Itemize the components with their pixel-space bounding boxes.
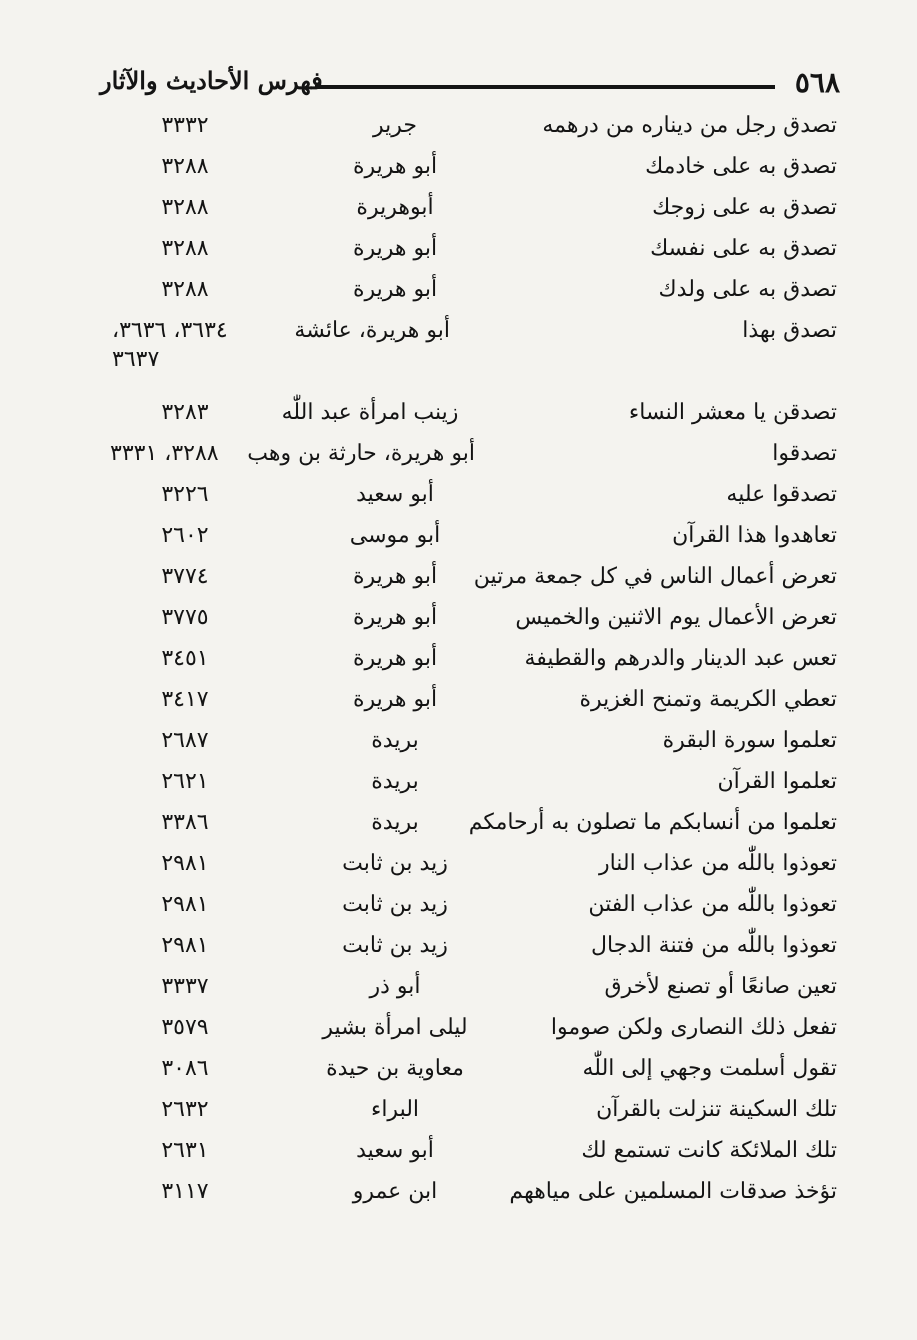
- index-entry: [0, 722, 917, 763]
- page-header: [100, 62, 840, 106]
- hadith-text: تعلموا القرآن: [717, 769, 837, 794]
- index-entry: [0, 599, 917, 640]
- narrator: أبو موسى: [349, 523, 441, 548]
- narrator: زيد بن ثابت: [342, 892, 448, 917]
- index-entry: [0, 230, 917, 271]
- hadith-text: تعرض أعمال الناس في كل جمعة مرتين: [473, 564, 837, 589]
- narrator: أبو هريرة: [352, 277, 438, 302]
- hadith-number: ٢٦٢١: [161, 769, 209, 794]
- index-entry: [0, 107, 917, 148]
- hadith-text: تصدقن يا معشر النساء: [628, 400, 837, 425]
- index-entry: [0, 763, 917, 804]
- index-title: فهرس الأحاديث والآثار: [100, 66, 323, 95]
- narrator: البراء: [370, 1097, 420, 1122]
- narrator: أبو سعيد: [356, 1138, 434, 1163]
- index-entry: [0, 681, 917, 722]
- hadith-number: ٢٦٣٢: [161, 1097, 209, 1122]
- narrator: زينب امرأة عبد اللّٰه: [281, 400, 459, 425]
- hadith-number: ٢٦٨٧: [161, 728, 209, 753]
- hadith-number: ٣٣٣٢: [161, 113, 209, 138]
- index-entry: [0, 886, 917, 927]
- narrator: بريدة: [371, 728, 419, 753]
- hadith-number: ٢٩٨١: [161, 933, 209, 958]
- index-entry: [0, 640, 917, 681]
- index-entry: [0, 804, 917, 845]
- index-entry: [0, 1132, 917, 1173]
- index-entry: [0, 148, 917, 189]
- hadith-number: ٣٢٨٨، ٣٣٣١: [110, 441, 219, 466]
- hadith-number: ٢٩٨١: [161, 892, 209, 917]
- hadith-text: تعوذوا باللّٰه من عذاب الفتن: [588, 892, 837, 917]
- hadith-text: تعرض الأعمال يوم الاثنين والخميس: [515, 605, 837, 630]
- narrator: جرير: [373, 113, 417, 138]
- narrator: أبو هريرة: [352, 646, 438, 671]
- hadith-text: تصدق بهذا: [742, 318, 837, 343]
- hadith-text: تفعل ذلك النصارى ولكن صوموا: [550, 1015, 837, 1040]
- hadith-number: ٢٦٠٢: [161, 523, 209, 548]
- narrator: زيد بن ثابت: [342, 933, 448, 958]
- index-entry: [0, 1173, 917, 1214]
- narrator: أبو هريرة، عائشة: [294, 318, 450, 343]
- hadith-text: تعين صانعًا أو تصنع لأخرق: [604, 974, 837, 999]
- index-entry: [0, 394, 917, 435]
- hadith-text: تقول أسلمت وجهي إلى اللّٰه: [582, 1056, 837, 1081]
- hadith-text: تصدقوا عليه: [726, 482, 837, 507]
- index-entry: [0, 968, 917, 1009]
- page-number: ٥٦٨: [794, 66, 840, 99]
- index-entry: [0, 1050, 917, 1091]
- hadith-text: تصدق رجل من ديناره من درهمه: [542, 113, 837, 138]
- hadith-text: تؤخذ صدقات المسلمين على مياههم: [509, 1179, 837, 1204]
- hadith-text: تعلموا سورة البقرة: [662, 728, 837, 753]
- index-entry: [0, 271, 917, 312]
- narrator: أبو سعيد: [356, 482, 434, 507]
- hadith-number: ٣٠٨٦: [161, 1056, 209, 1081]
- hadith-number: ٢٦٣١: [161, 1138, 209, 1163]
- hadith-number: ٣٢٨٨: [161, 236, 209, 261]
- hadith-text: تعلموا من أنسابكم ما تصلون به أرحامكم: [468, 810, 837, 835]
- hadith-number: ٣٧٧٤: [161, 564, 209, 589]
- narrator: أبو هريرة: [352, 687, 438, 712]
- hadith-text: تصدق به على نفسك: [650, 236, 837, 261]
- header-rule: [315, 85, 775, 89]
- index-entry: [0, 476, 917, 517]
- hadith-text: تصدق به على زوجك: [652, 195, 837, 220]
- hadith-number: ٣٣٣٧: [161, 974, 209, 999]
- hadith-number: ٣٧٧٥: [161, 605, 209, 630]
- hadith-text: تلك السكينة تنزلت بالقرآن: [596, 1097, 837, 1122]
- narrator: أبو هريرة: [352, 605, 438, 630]
- hadith-number: ٣٢٨٨: [161, 277, 209, 302]
- index-entry: [0, 1091, 917, 1132]
- hadith-number: ٣١١٧: [161, 1179, 209, 1204]
- hadith-number: ٣٢٨٣: [161, 400, 209, 425]
- narrator: ليلى امرأة بشير: [322, 1015, 468, 1040]
- narrator: أبو هريرة: [352, 154, 438, 179]
- hadith-number: ٣٦٣٤، ٣٦٣٦، ٣٦٣٧: [112, 318, 228, 372]
- hadith-number: ٣٥٧٩: [161, 1015, 209, 1040]
- hadith-number: ٣٤٥١: [161, 646, 209, 671]
- narrator: أبوهريرة: [356, 195, 434, 220]
- narrator: ابن عمرو: [352, 1179, 438, 1204]
- index-entry: [0, 517, 917, 558]
- index-entry: [0, 435, 917, 476]
- hadith-number: ٣٢٢٦: [161, 482, 209, 507]
- narrator: أبو هريرة، حارثة بن وهب: [247, 441, 475, 466]
- narrator: أبو ذر: [369, 974, 421, 999]
- hadith-text: تلك الملائكة كانت تستمع لك: [581, 1138, 837, 1163]
- hadith-text: تعس عبد الدينار والدرهم والقطيفة: [524, 646, 837, 671]
- hadith-text: تعاهدوا هذا القرآن: [672, 523, 837, 548]
- hadith-number: ٣٢٨٨: [161, 154, 209, 179]
- hadith-number: ٣٤١٧: [161, 687, 209, 712]
- hadith-index-list: [0, 107, 917, 1214]
- hadith-text: تصدقوا: [772, 441, 837, 466]
- index-entry: [0, 927, 917, 968]
- hadith-text: تعوذوا باللّٰه من فتنة الدجال: [591, 933, 837, 958]
- index-entry: [0, 312, 917, 394]
- narrator: بريدة: [371, 769, 419, 794]
- narrator: أبو هريرة: [352, 564, 438, 589]
- index-entry: [0, 845, 917, 886]
- index-entry: [0, 189, 917, 230]
- narrator: معاوية بن حيدة: [326, 1056, 464, 1081]
- hadith-text: تعطي الكريمة وتمنح الغزيرة: [579, 687, 837, 712]
- hadith-text: تصدق به على خادمك: [645, 154, 837, 179]
- hadith-number: ٢٩٨١: [161, 851, 209, 876]
- hadith-text: تعوذوا باللّٰه من عذاب النار: [598, 851, 837, 876]
- hadith-number: ٣٣٨٦: [161, 810, 209, 835]
- hadith-number: ٣٢٨٨: [161, 195, 209, 220]
- index-entry: [0, 558, 917, 599]
- narrator: أبو هريرة: [352, 236, 438, 261]
- narrator: بريدة: [371, 810, 419, 835]
- hadith-text: تصدق به على ولدك: [658, 277, 837, 302]
- index-entry: [0, 1009, 917, 1050]
- narrator: زيد بن ثابت: [342, 851, 448, 876]
